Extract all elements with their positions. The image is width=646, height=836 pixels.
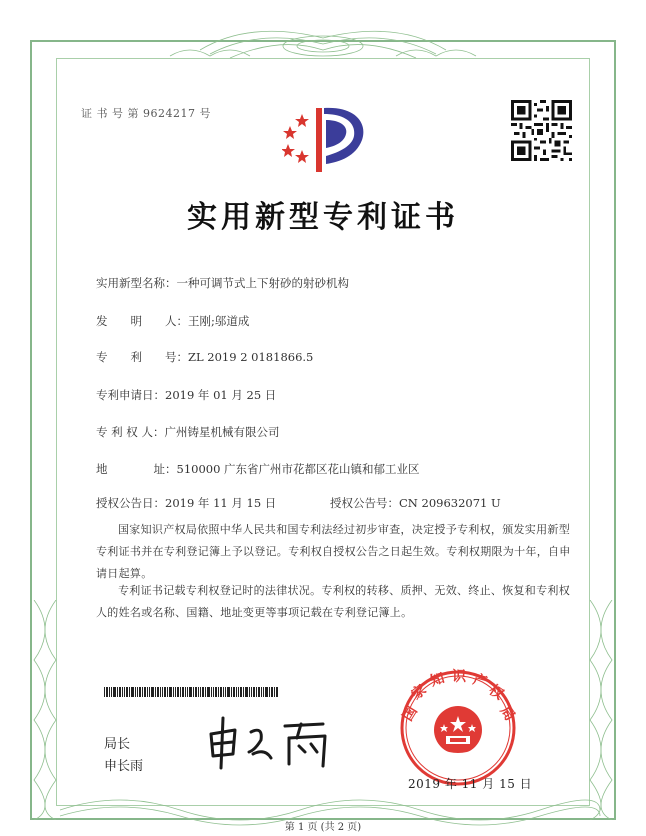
patent-number-value: ZL 2019 2 0181866.5	[188, 350, 314, 364]
utility-name-label: 实用新型名称：	[96, 276, 177, 290]
svg-text:知: 知	[428, 670, 447, 690]
left-ornament-icon	[30, 600, 60, 820]
page-number: 第 1 页 (共 2 页)	[284, 822, 362, 833]
svg-text:国: 国	[399, 703, 421, 725]
director-title: 局长	[104, 737, 131, 752]
grant-number-value: CN 209632071 U	[399, 496, 501, 510]
grant-number-label: 授权公告号：	[330, 496, 399, 510]
right-ornament-icon	[586, 600, 616, 820]
svg-text:权: 权	[485, 682, 507, 704]
patent-number-row	[96, 349, 313, 365]
grant-number-row	[330, 495, 501, 511]
legal-paragraph-2: 专利证书记载专利权登记时的法律状况。专利权的转移、质押、无效、终止、恢复和专利权人的姓名或名称、国籍、地址变更等事项记载在专利登记簿上。	[96, 584, 570, 619]
cnipa-logo-icon	[282, 100, 372, 180]
grant-date-value: 2019 年 11 月 15 日	[165, 496, 277, 510]
barcode-icon	[104, 687, 278, 697]
inventor-value: 王刚;邬道成	[188, 314, 250, 328]
patent-number-label: 专 利 号：	[96, 350, 188, 364]
legal-paragraph-1: 国家知识产权局依照中华人民共和国专利法经过初步审查，决定授予专利权，颁发实用新型专利证书并在专利登记簿上予以登记。专利权自授权公告之日起生效。专利权期限为十年，自申请日起算。	[96, 523, 571, 580]
patentee-row	[96, 424, 279, 440]
grant-date-label: 授权公告日：	[96, 496, 165, 510]
top-ornament-icon	[0, 0, 646, 70]
patentee-value: 广州铸星机械有限公司	[164, 425, 280, 439]
patentee-label: 专 利 权 人：	[96, 425, 165, 439]
utility-name-value: 一种可调节式上下射砂的射砂机构	[176, 276, 349, 290]
filing-date-value: 2019 年 01 月 25 日	[165, 388, 277, 402]
seal-date: 2019 年 11 月 15 日	[408, 777, 533, 791]
grant-date-row	[96, 495, 276, 511]
svg-text:家: 家	[408, 681, 430, 704]
svg-text:识: 识	[452, 669, 466, 685]
certificate-number: 证 书 号 第 9624217 号	[81, 107, 211, 120]
inventor-row	[96, 313, 249, 329]
filing-date-label: 专利申请日：	[96, 388, 165, 402]
address-label: 地 址：	[96, 462, 177, 476]
signature-icon	[205, 712, 345, 772]
address-row	[96, 461, 420, 477]
utility-name-row	[96, 275, 349, 291]
svg-text:局: 局	[496, 703, 518, 724]
director-name: 申长雨	[104, 759, 144, 774]
certificate-title: 实用新型专利证书	[187, 200, 459, 235]
svg-text:产: 产	[470, 671, 489, 691]
filing-date-row	[96, 387, 276, 403]
inventor-label: 发 明 人：	[96, 314, 188, 328]
address-value: 510000 广东省广州市花都区花山镇和郁工业区	[176, 462, 420, 476]
qr-code-icon	[511, 100, 572, 161]
official-seal-icon	[392, 666, 538, 786]
